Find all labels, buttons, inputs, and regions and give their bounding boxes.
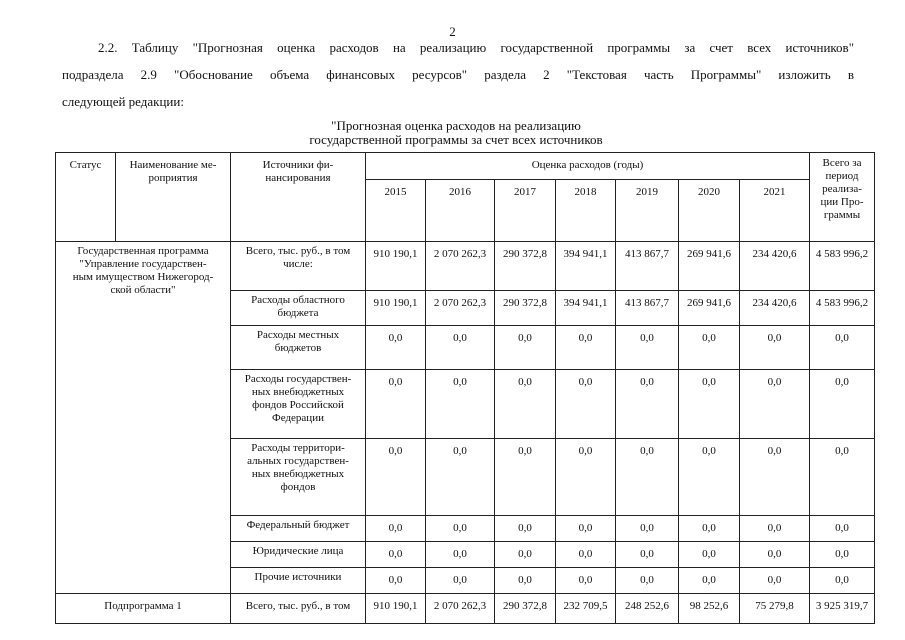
source-cell: Федеральный бюджет [231, 516, 366, 542]
value-cell: 0,0 [556, 568, 616, 594]
header-year: 2021 [740, 180, 810, 242]
total-cell: 0,0 [810, 568, 875, 594]
source-cell: Расходы местных бюджетов [231, 326, 366, 370]
value-cell: 269 941,6 [679, 291, 740, 326]
value-cell: 0,0 [556, 439, 616, 516]
table-row [56, 242, 875, 291]
value-cell: 0,0 [740, 568, 810, 594]
value-cell: 0,0 [616, 568, 679, 594]
expenses-table [55, 152, 875, 624]
value-cell: 269 941,6 [679, 242, 740, 291]
intro-line-2: подраздела 2.9 "Обоснование объема финансовых ресурсов" раздела 2 "Текстовая часть Программы" изложить в [62, 67, 854, 82]
value-cell: 0,0 [366, 516, 426, 542]
value-cell: 0,0 [740, 542, 810, 568]
header-total: Всего за период реализа- ции Про- граммы [810, 153, 875, 242]
source-cell: Расходы областного бюджета [231, 291, 366, 326]
table-title-line-2: государственной программы за счет всех источников [309, 132, 603, 147]
value-cell: 0,0 [426, 568, 495, 594]
table-title-line-1: "Прогнозная оценка расходов на реализацию [331, 118, 581, 133]
value-cell: 2 070 262,3 [426, 242, 495, 291]
value-cell: 413 867,7 [616, 291, 679, 326]
value-cell: 0,0 [366, 568, 426, 594]
value-cell: 0,0 [679, 326, 740, 370]
total-cell: 0,0 [810, 542, 875, 568]
subprogram-row [56, 594, 875, 624]
value-cell: 910 190,1 [366, 291, 426, 326]
value-cell: 234 420,6 [740, 242, 810, 291]
header-year: 2015 [366, 180, 426, 242]
value-cell: 290 372,8 [495, 594, 556, 624]
value-cell: 0,0 [556, 326, 616, 370]
intro-line-1: 2.2. Таблицу "Прогнозная оценка расходов на реализацию государственной программы за счет всех источников" [98, 40, 854, 55]
value-cell: 0,0 [616, 326, 679, 370]
value-cell: 0,0 [366, 370, 426, 439]
value-cell: 290 372,8 [495, 242, 556, 291]
value-cell: 0,0 [740, 326, 810, 370]
value-cell: 0,0 [426, 542, 495, 568]
total-cell: 3 925 319,7 [810, 594, 875, 624]
intro-line-3: следующей редакции: [62, 94, 184, 109]
value-cell: 0,0 [495, 370, 556, 439]
header-year: 2016 [426, 180, 495, 242]
page-number: 2 [449, 24, 456, 39]
value-cell: 0,0 [616, 439, 679, 516]
total-cell: 0,0 [810, 516, 875, 542]
header-year: 2017 [495, 180, 556, 242]
value-cell: 75 279,8 [740, 594, 810, 624]
total-cell: 4 583 996,2 [810, 242, 875, 291]
source-cell: Расходы государствен- ных внебюджетных фондов Российской Федерации [231, 370, 366, 439]
value-cell: 0,0 [495, 542, 556, 568]
value-cell: 0,0 [366, 439, 426, 516]
value-cell: 0,0 [495, 516, 556, 542]
value-cell: 910 190,1 [366, 594, 426, 624]
value-cell: 0,0 [366, 542, 426, 568]
intro-paragraph [62, 34, 854, 115]
value-cell: 0,0 [495, 326, 556, 370]
header-year: 2018 [556, 180, 616, 242]
value-cell: 0,0 [426, 326, 495, 370]
value-cell: 234 420,6 [740, 291, 810, 326]
value-cell: 394 941,1 [556, 291, 616, 326]
value-cell: 394 941,1 [556, 242, 616, 291]
header-year: 2019 [616, 180, 679, 242]
source-cell: Всего, тыс. руб., в том числе: [231, 242, 366, 291]
value-cell: 0,0 [616, 370, 679, 439]
source-cell: Юридические лица [231, 542, 366, 568]
value-cell: 413 867,7 [616, 242, 679, 291]
value-cell: 0,0 [740, 516, 810, 542]
total-cell: 0,0 [810, 326, 875, 370]
value-cell: 0,0 [556, 370, 616, 439]
value-cell: 0,0 [679, 568, 740, 594]
value-cell: 0,0 [366, 326, 426, 370]
value-cell: 0,0 [426, 516, 495, 542]
value-cell: 0,0 [616, 542, 679, 568]
value-cell: 2 070 262,3 [426, 291, 495, 326]
value-cell: 0,0 [679, 439, 740, 516]
value-cell: 0,0 [556, 516, 616, 542]
table-title [0, 119, 905, 147]
value-cell: 0,0 [740, 370, 810, 439]
value-cell: 0,0 [616, 516, 679, 542]
total-cell: 0,0 [810, 439, 875, 516]
value-cell: 0,0 [740, 439, 810, 516]
total-cell: 0,0 [810, 370, 875, 439]
total-cell: 4 583 996,2 [810, 291, 875, 326]
header-sources: Источники фи- нансирования [231, 153, 366, 242]
value-cell: 98 252,6 [679, 594, 740, 624]
subprogram-status-cell: Подпрограмма 1 [56, 594, 231, 624]
value-cell: 0,0 [426, 370, 495, 439]
value-cell: 0,0 [495, 568, 556, 594]
value-cell: 0,0 [495, 439, 556, 516]
value-cell: 0,0 [426, 439, 495, 516]
header-name: Наименование ме- роприятия [116, 153, 231, 242]
value-cell: 910 190,1 [366, 242, 426, 291]
value-cell: 0,0 [679, 516, 740, 542]
value-cell: 290 372,8 [495, 291, 556, 326]
value-cell: 2 070 262,3 [426, 594, 495, 624]
header-estimate: Оценка расходов (годы) [366, 153, 810, 180]
source-cell: Расходы территори- альных государствен- ных внебюджетных фондов [231, 439, 366, 516]
value-cell: 0,0 [679, 542, 740, 568]
header-year: 2020 [679, 180, 740, 242]
value-cell: 248 252,6 [616, 594, 679, 624]
header-status: Статус [56, 153, 116, 242]
value-cell: 232 709,5 [556, 594, 616, 624]
program-status-cell: Государственная программа "Управление государствен- ным имуществом Нижегород- ской области" [56, 242, 231, 594]
value-cell: 0,0 [556, 542, 616, 568]
source-cell: Прочие источники [231, 568, 366, 594]
value-cell: 0,0 [679, 370, 740, 439]
source-cell: Всего, тыс. руб., в том [231, 594, 366, 624]
